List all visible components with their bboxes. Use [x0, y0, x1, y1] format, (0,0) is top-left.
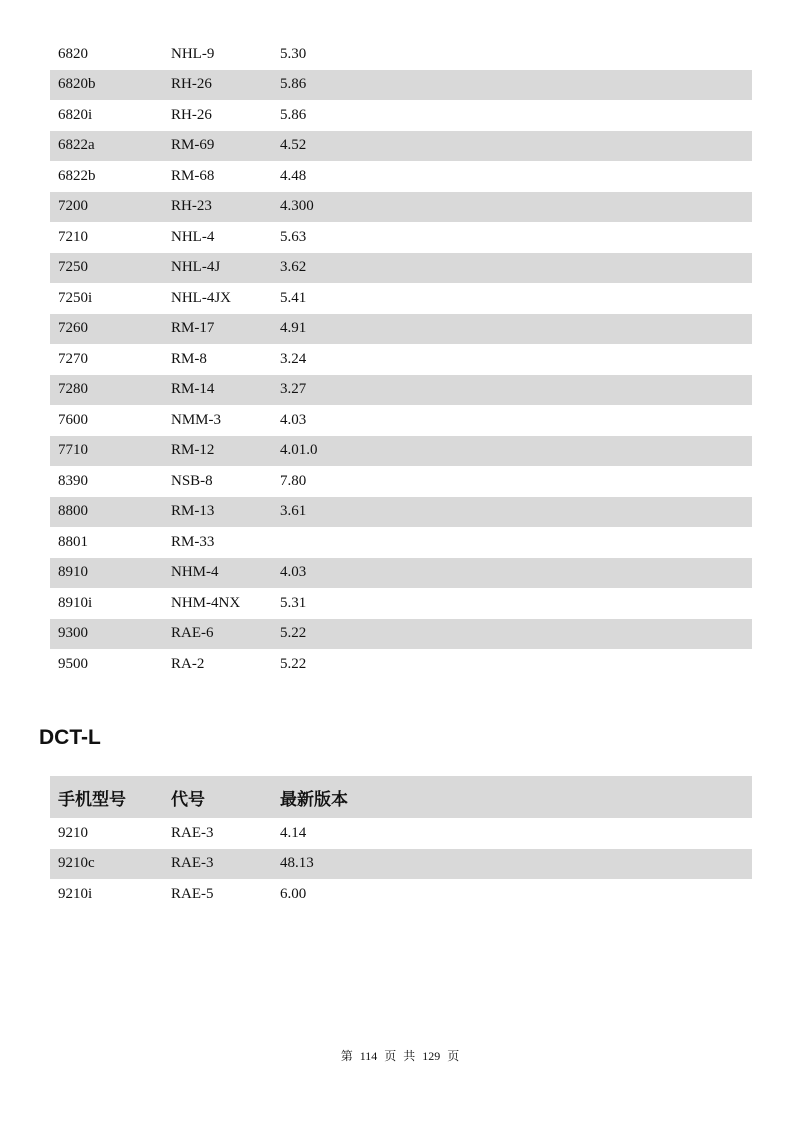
page-footer: 第 114 页 共 129 页 [340, 1049, 460, 1063]
code-cell: NHL-9 [171, 45, 215, 62]
model-cell: 7710 [58, 442, 88, 459]
model-cell: 9300 [58, 625, 88, 642]
table-row [50, 344, 752, 375]
code-cell: RH-26 [171, 76, 212, 93]
version-cell: 6.00 [280, 885, 307, 902]
model-header: 手机型号 [58, 789, 126, 810]
code-cell: RM-68 [171, 167, 215, 184]
code-cell: NHM-4 [171, 564, 219, 581]
code-cell: NSB-8 [171, 472, 213, 489]
model-cell: 7210 [58, 228, 88, 245]
model-cell: 9210i [58, 885, 93, 902]
table-row [50, 588, 752, 619]
version-cell: 4.03 [280, 411, 307, 428]
table-row [50, 222, 752, 253]
model-cell: 6820b [58, 76, 96, 93]
code-cell: RAE-6 [171, 625, 214, 642]
table-row [50, 436, 752, 467]
model-cell: 6822a [58, 137, 95, 154]
table-row [50, 100, 752, 131]
model-cell: 9500 [58, 655, 88, 672]
version-cell: 5.22 [280, 625, 307, 642]
version-cell: 5.41 [280, 289, 307, 306]
model-cell: 8910 [58, 564, 88, 581]
version-cell: 3.24 [280, 350, 307, 367]
model-cell: 6822b [58, 167, 96, 184]
table-row [50, 497, 752, 528]
phone-firmware-table [50, 39, 752, 680]
code-cell: RAE-3 [171, 855, 214, 872]
table-row [50, 161, 752, 192]
version-cell: 5.63 [280, 228, 307, 245]
table-row [50, 558, 752, 589]
section-title: DCT-L [39, 726, 101, 749]
model-cell: 7270 [58, 350, 88, 367]
version-header: 最新版本 [280, 789, 348, 810]
version-cell: 5.86 [280, 106, 307, 123]
model-cell: 7250i [58, 289, 93, 306]
version-cell: 4.52 [280, 137, 307, 154]
code-cell: RM-13 [171, 503, 215, 520]
code-cell: RM-69 [171, 137, 215, 154]
model-cell: 7600 [58, 411, 88, 428]
table-row [50, 131, 752, 162]
model-cell: 9210 [58, 824, 88, 841]
version-cell: 4.91 [280, 320, 307, 337]
table-row [50, 879, 752, 910]
code-cell: RM-17 [171, 320, 215, 337]
table-row [50, 466, 752, 497]
model-cell: 7280 [58, 381, 88, 398]
code-header: 代号 [171, 789, 205, 810]
model-cell: 8800 [58, 503, 88, 520]
version-cell: 5.31 [280, 594, 307, 611]
model-cell: 9210c [58, 855, 95, 872]
code-cell: RM-33 [171, 533, 215, 550]
version-cell: 4.14 [280, 824, 307, 841]
table-row [50, 283, 752, 314]
version-cell: 3.62 [280, 259, 307, 276]
model-cell: 7250 [58, 259, 88, 276]
table-row [50, 405, 752, 436]
code-cell: NHL-4 [171, 228, 215, 245]
version-cell: 4.48 [280, 167, 307, 184]
table-row [50, 70, 752, 101]
version-cell: 5.86 [280, 76, 307, 93]
code-cell: RM-14 [171, 381, 215, 398]
table-header-row [50, 776, 752, 818]
table-row [50, 314, 752, 345]
code-cell: RA-2 [171, 655, 205, 672]
version-cell: 5.22 [280, 655, 307, 672]
table-row [50, 649, 752, 680]
table-row [50, 192, 752, 223]
version-cell: 4.01.0 [280, 442, 318, 459]
version-cell: 3.61 [280, 503, 307, 520]
version-cell: 4.03 [280, 564, 307, 581]
model-cell: 6820i [58, 106, 93, 123]
model-cell: 8910i [58, 594, 93, 611]
model-cell: 7200 [58, 198, 88, 215]
table-row [50, 849, 752, 880]
code-cell: RH-26 [171, 106, 212, 123]
table-row [50, 39, 752, 70]
code-cell: NHM-4NX [171, 594, 241, 611]
version-cell: 5.30 [280, 45, 307, 62]
code-cell: RAE-3 [171, 824, 214, 841]
table-row [50, 375, 752, 406]
version-cell: 4.300 [280, 198, 314, 215]
model-cell: 7260 [58, 320, 88, 337]
table-row [50, 619, 752, 650]
version-cell: 48.13 [280, 855, 314, 872]
table-row [50, 253, 752, 284]
version-cell: 7.80 [280, 472, 307, 489]
table-row [50, 527, 752, 558]
model-cell: 8801 [58, 533, 88, 550]
version-cell: 3.27 [280, 381, 307, 398]
code-cell: RAE-5 [171, 885, 214, 902]
code-cell: RM-12 [171, 442, 215, 459]
model-cell: 6820 [58, 45, 88, 62]
code-cell: RH-23 [171, 198, 212, 215]
code-cell: NHL-4J [171, 259, 221, 276]
model-cell: 8390 [58, 472, 88, 489]
code-cell: NMM-3 [171, 411, 222, 428]
code-cell: NHL-4JX [171, 289, 231, 306]
dct-l-table [50, 776, 752, 910]
table-row [50, 818, 752, 849]
code-cell: RM-8 [171, 350, 207, 367]
